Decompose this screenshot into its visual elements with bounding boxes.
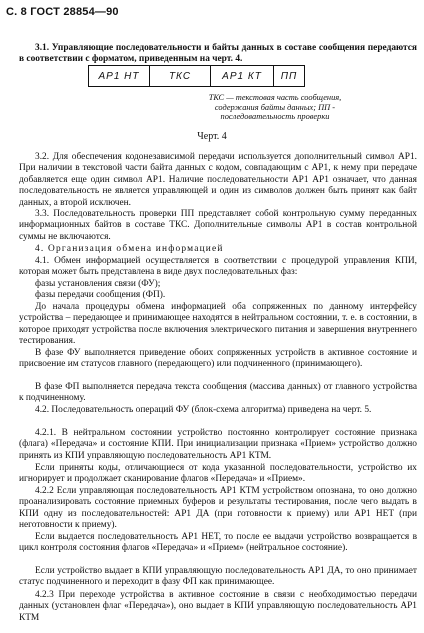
format-cell-end: АР1 КТ xyxy=(211,66,274,86)
paragraph-3-2: 3.2. Для обеспечения кодонезависимой передачи используется дополнительный символ АР1. При наличии в текстовой части байта данных с кодом, совпадающим с АР1, к нему при передаче добавляется еще один символ АР1. Наличие последовательности АР1 АР1 означает, что данная последовательность не является управляющей и один из символов должен быть принят как байт данных, а второй исключен. xyxy=(19,152,417,208)
paragraph-4-2-2: 4.2.2 Если управляющая последовательность АР1 КТМ устройством опознана, то оно должно проанализировать состояние приемных буферов и результаты тестирования, после чего выдать в КПИ одну из последовательностей: АР1 ДА (при готовности к приему) или АР1 НЕТ (при неготовности к приему). xyxy=(19,486,417,531)
paragraph-4-2-3: 4.2.3 При переходе устройства в активное состояние в связи с необходимостью передачи данных (установлен флаг «Передача»), оно выдает в КПИ управляющую последовательность АР1 КТМ xyxy=(19,590,417,623)
paragraph-4-2-1: 4.2.1. В нейтральном состоянии устройство постоянно контролирует состояние признака (флага) «Передача» и состояние КПИ. При инициализации признака «Прием» устройство должно принять из КПИ управляющую последовательность АР1 КТМ. xyxy=(19,428,417,461)
figure-caption: ТКС — текстовая часть сообщения, содержания байты данных; ПП - последовательность проверки xyxy=(208,93,342,122)
paragraph-phase-fu: В фазе ФУ выполняется приведение обоих сопряженных устройств в активное состояние и присвоение им статусов главного (передающего) или подчиненного (принимающего). xyxy=(19,348,417,370)
format-cell-check: ПП xyxy=(280,70,298,82)
figure-label: Черт. 4 xyxy=(197,131,227,142)
section-4-heading: 4. Организация обмена информацией xyxy=(35,244,224,254)
paragraph-3-1: 3.1. Управляющие последовательности и байты данных в составе сообщения передаются в соответствии с форматом, приведенным на черт. 4. xyxy=(19,43,417,65)
paragraph-4-2: 4.2. Последовательность операций ФУ (блок-схема алгоритма) приведена на черт. 5. xyxy=(35,405,372,415)
message-format-diagram xyxy=(88,65,305,87)
paragraph-3-3: 3.3. Последовательность проверки ПП представляет собой контрольную сумму переданных информационных байтов в составе ТКС. Дополнительные символы АР1 в состав контрольной суммы не включаются. xyxy=(19,209,417,242)
page-header: С. 8 ГОСТ 28854—90 xyxy=(6,6,119,18)
format-cell-text: ТКС xyxy=(150,66,211,86)
paragraph-da: Если устройство выдает в КПИ управляющую последовательность АР1 ДА, то оно принимает статус подчиненного и переходит в фазу ФП как принимающее. xyxy=(19,566,417,588)
paragraph-before-procedure: До начала процедуры обмена информацией оба сопряженных по данному интерфейсу устройства – передающее и принимающее находятся в нейтральном состоянии, т. е. в состоянии, в которое приходят устройства после включения электрического питания и завершения внутреннего тестирования. xyxy=(19,302,417,347)
paragraph-4-1: 4.1. Обмен информацией осуществляется в соответствии с процедурой управления КПИ, которая может быть представлена в виде двух последовательных фаз: xyxy=(19,256,417,278)
phase-item-1: фазы установления связи (ФУ); xyxy=(35,279,161,289)
phase-item-2: фазы передачи сообщения (ФП). xyxy=(35,290,166,300)
paragraph-net: Если выдается последовательность АР1 НЕТ, то после ее выдачи устройство возвращается в цикл контроля состояния флагов «Передача» и «Прием» (нейтральное состояние). xyxy=(19,532,417,554)
format-cell-start: АР1 НТ xyxy=(89,66,150,86)
paragraph-codes: Если приняты коды, отличающиеся от кода указанной последовательности, устройство их игнорирует и продолжает сканирование флагов «Передача» и «Прием». xyxy=(19,463,417,485)
paragraph-phase-fp: В фазе ФП выполняется передача текста сообщения (массива данных) от главного устройства к подчиненному. xyxy=(19,382,417,404)
